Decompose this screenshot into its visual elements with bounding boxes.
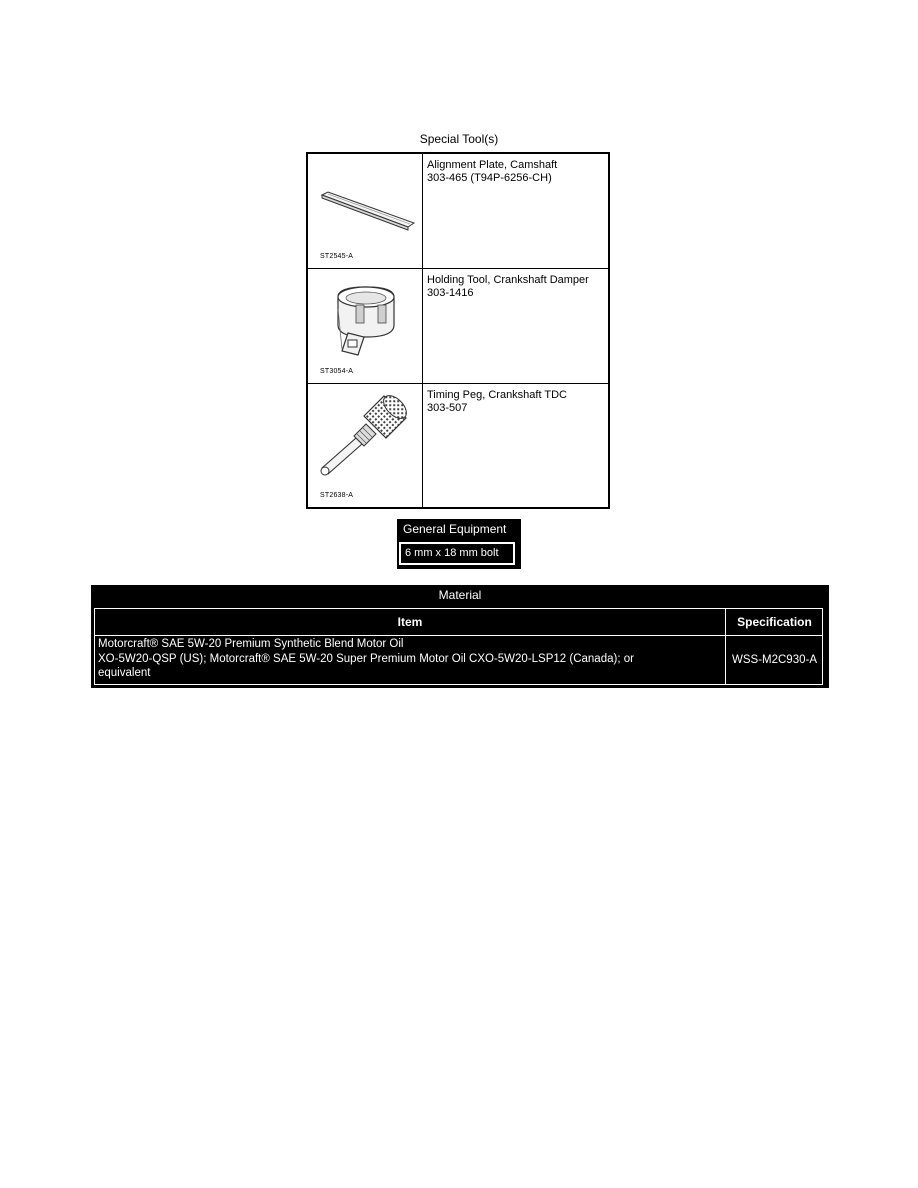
item-column-header: Item: [397, 615, 423, 629]
tool-image-cell: [307, 153, 423, 269]
tool-row: [307, 153, 609, 269]
tool-image-cell: [307, 384, 423, 509]
tool-name: Timing Peg, Crankshaft TDC: [427, 389, 567, 401]
holding-tool-icon: [308, 269, 422, 383]
tool-number: 303-507: [427, 402, 468, 414]
alignment-plate-icon: [308, 154, 422, 268]
material-item-line: XO-5W20-QSP (US); Motorcraft® SAE 5W-20 Super Premium Motor Oil CXO-5W20-LSP12 (Canada); or: [98, 652, 634, 665]
tool-number: 303-465 (T94P-6256-CH): [427, 172, 552, 184]
tool-number: 303-1416: [427, 287, 474, 299]
row-divider: [95, 635, 822, 636]
tool-row: [307, 384, 609, 509]
timing-peg-icon: [308, 384, 422, 497]
tool-name: Holding Tool, Crankshaft Damper: [427, 274, 589, 286]
tool-code: ST2545-A: [320, 253, 354, 260]
material-item-line: equivalent: [98, 667, 151, 679]
general-equipment-item: 6 mm x 18 mm bolt: [399, 542, 515, 565]
material-grid: [94, 608, 823, 685]
tool-description: [423, 153, 610, 269]
special-tools-table: [306, 152, 610, 509]
general-equipment-box: [397, 519, 521, 569]
tool-name: Alignment Plate, Camshaft: [427, 159, 558, 171]
special-tools-caption: Special Tool(s): [419, 132, 499, 146]
material-title: Material: [438, 588, 482, 602]
tool-code: ST3054-A: [320, 368, 354, 375]
tool-code: ST2638-A: [320, 492, 354, 499]
tool-description: [423, 269, 610, 384]
material-item-line: Motorcraft® SAE 5W-20 Premium Synthetic Blend Motor Oil: [98, 638, 404, 650]
specification-column-header: Specification: [737, 615, 812, 629]
tool-row: [307, 269, 609, 384]
material-item-cell: [98, 637, 722, 681]
general-equipment-title: General Equipment: [403, 522, 507, 536]
material-specification-cell: WSS-M2C930-A: [732, 654, 817, 666]
tool-image-cell: [307, 269, 423, 384]
material-table: [91, 585, 829, 688]
tool-description: [423, 384, 610, 509]
